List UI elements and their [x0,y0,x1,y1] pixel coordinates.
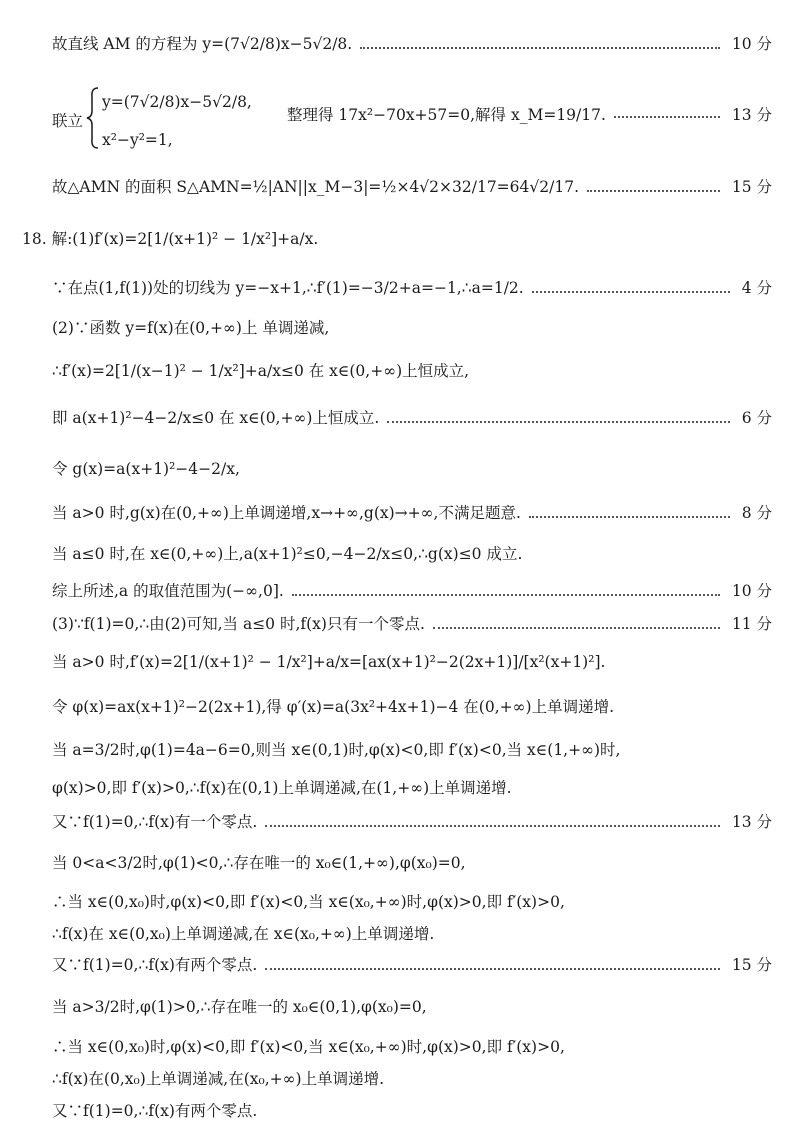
line-monotone-3 [52,1072,772,1088]
line-text: 综上所述,a 的取值范围为(−∞,0]. [52,582,284,600]
line-solution [287,103,772,125]
score-mark: 10 分 [731,582,772,600]
line-area [52,180,772,196]
line-text: 又∵f(1)=0,∴f(x)有两个零点. [52,956,258,974]
simultaneous-equations [52,85,772,149]
line-text: ∴f(x)在 x∈(0,x₀)上单调递减,在 x∈(x₀,+∞)上单调递增. [52,925,435,943]
line-tangent [52,281,772,297]
equation-line: y=(7√2/8)x−5√2/8, [102,93,252,111]
line-fprime-frac [52,655,772,671]
line-part3 [52,617,772,633]
line-text: 当 a≤0 时,在 x∈(0,+∞)上,a(x+1)²≤0,−4−2/x≤0,∴g(x)≤0 成立. [52,545,523,563]
line-text: 当 a>0 时,g(x)在(0,+∞)上单调递增,x→+∞,g(x)→+∞,不满足题意. [52,504,521,522]
line-text: 整理得 17x²−70x+57=0,解得 x_M=19/17. [287,106,606,124]
dot-leader [360,47,720,49]
line-monotone-1 [52,781,772,797]
line-text: ∴当 x∈(0,x₀)时,φ(x)<0,即 f′(x)<0,当 x∈(x₀,+∞)时,φ(x)>0,即 f′(x)>0, [52,893,565,911]
line-a-small [52,856,772,872]
line-text: 当 a>3/2时,φ(1)>0,∴存在唯一的 x₀∈(0,1),φ(x₀)=0, [52,998,427,1016]
line-text: 令 g(x)=a(x+1)²−4−2/x, [52,460,240,478]
equation-line: x²−y²=1, [102,131,173,149]
dot-leader [614,116,720,118]
line-define-g [52,462,772,478]
line-text: 18. 解:(1)f′(x)=2[1/(x+1)² − 1/x²]+a/x. [22,230,319,248]
line-text: ∵在点(1,f(1))处的切线为 y=−x+1,∴f′(1)=−3/2+a=−1,∴a=1/2. [52,279,524,297]
line-text: (2)∵函数 y=f(x)在(0,+∞)上 单调递减, [52,319,330,337]
line-a-positive [52,506,772,522]
line-text: 即 a(x+1)²−4−2/x≤0 在 x∈(0,+∞)上恒成立. [52,409,380,427]
score-mark: 8 分 [741,504,772,522]
score-mark: 13 分 [731,106,772,124]
score-mark: 10 分 [731,35,772,53]
dot-leader [433,627,720,629]
line-text: 又∵f(1)=0,∴f(x)有两个零点. [52,1102,258,1120]
line-text: ∴当 x∈(0,x₀)时,φ(x)<0,即 f′(x)<0,当 x∈(x₀,+∞)时,φ(x)>0,即 f′(x)>0, [52,1038,565,1056]
line-text: ∴f′(x)=2[1/(x−1)² − 1/x²]+a/x≤0 在 x∈(0,+∞)上恒成立, [52,362,470,380]
line-two-zeros-1 [52,958,772,974]
score-mark: 15 分 [731,178,772,196]
line-text: 联立 [52,112,84,130]
line-sign-2 [52,1040,772,1056]
dot-leader [529,516,730,518]
dot-leader [532,291,730,293]
line-sign-1 [52,895,772,911]
line-text: 又∵f(1)=0,∴f(x)有一个零点. [52,813,258,831]
line-ineq [52,411,772,427]
score-mark: 13 分 [731,813,772,831]
line-a-large [52,1000,772,1016]
line-text: 当 a=3/2时,φ(1)=4a−6=0,则当 x∈(0,1)时,φ(x)<0,即 f′(x)<0,当 x∈(1,+∞)时, [52,741,621,759]
line-text: φ(x)>0,即 f′(x)>0,∴f(x)在(0,1)上单调递减,在(1,+∞)上单调递增. [52,779,512,797]
dot-leader [292,594,720,596]
score-mark: 4 分 [741,279,772,297]
line-q18-derivative [22,232,772,248]
line-a-nonpositive [52,547,772,563]
line-text: 当 a>0 时,f′(x)=2[1/(x+1)² − 1/x²]+a/x=[ax(x+1)²−2(2x+1)]/[x²(x+1)²]. [52,653,606,671]
line-part2 [52,321,772,337]
dot-leader [587,190,720,192]
line-text: ∴f(x)在(0,x₀)上单调递减,在(x₀,+∞)上单调递增. [52,1070,385,1088]
line-text: 故△AMN 的面积 S△AMN=½|AN||x_M−3|=½×4√2×32/17=64√2/17. [52,178,580,196]
line-text: 故直线 AM 的方程为 y=(7√2/8)x−5√2/8. [52,35,353,53]
score-mark: 11 分 [731,615,772,633]
line-a-threehalves [52,743,772,759]
dot-leader [387,421,729,423]
line-text: 当 0<a<3/2时,φ(1)<0,∴存在唯一的 x₀∈(1,+∞),φ(x₀)=0, [52,854,466,872]
dot-leader [265,968,720,970]
line-text: 令 φ(x)=ax(x+1)²−2(2x+1),得 φ′(x)=a(3x²+4x+1)−4 在(0,+∞)上单调递增. [52,698,615,716]
left-brace-icon [86,87,100,149]
line-one-zero [52,815,772,831]
line-am-equation [52,37,772,53]
score-mark: 6 分 [741,409,772,427]
line-define-phi [52,700,772,716]
line-two-zeros-2 [52,1104,772,1120]
line-fprime-ineq [52,364,772,380]
line-text: (3)∵f(1)=0,∴由(2)可知,当 a≤0 时,f(x)只有一个零点. [52,615,425,633]
score-mark: 15 分 [731,956,772,974]
line-monotone-2 [52,927,772,943]
dot-leader [265,825,720,827]
line-range [52,584,772,600]
